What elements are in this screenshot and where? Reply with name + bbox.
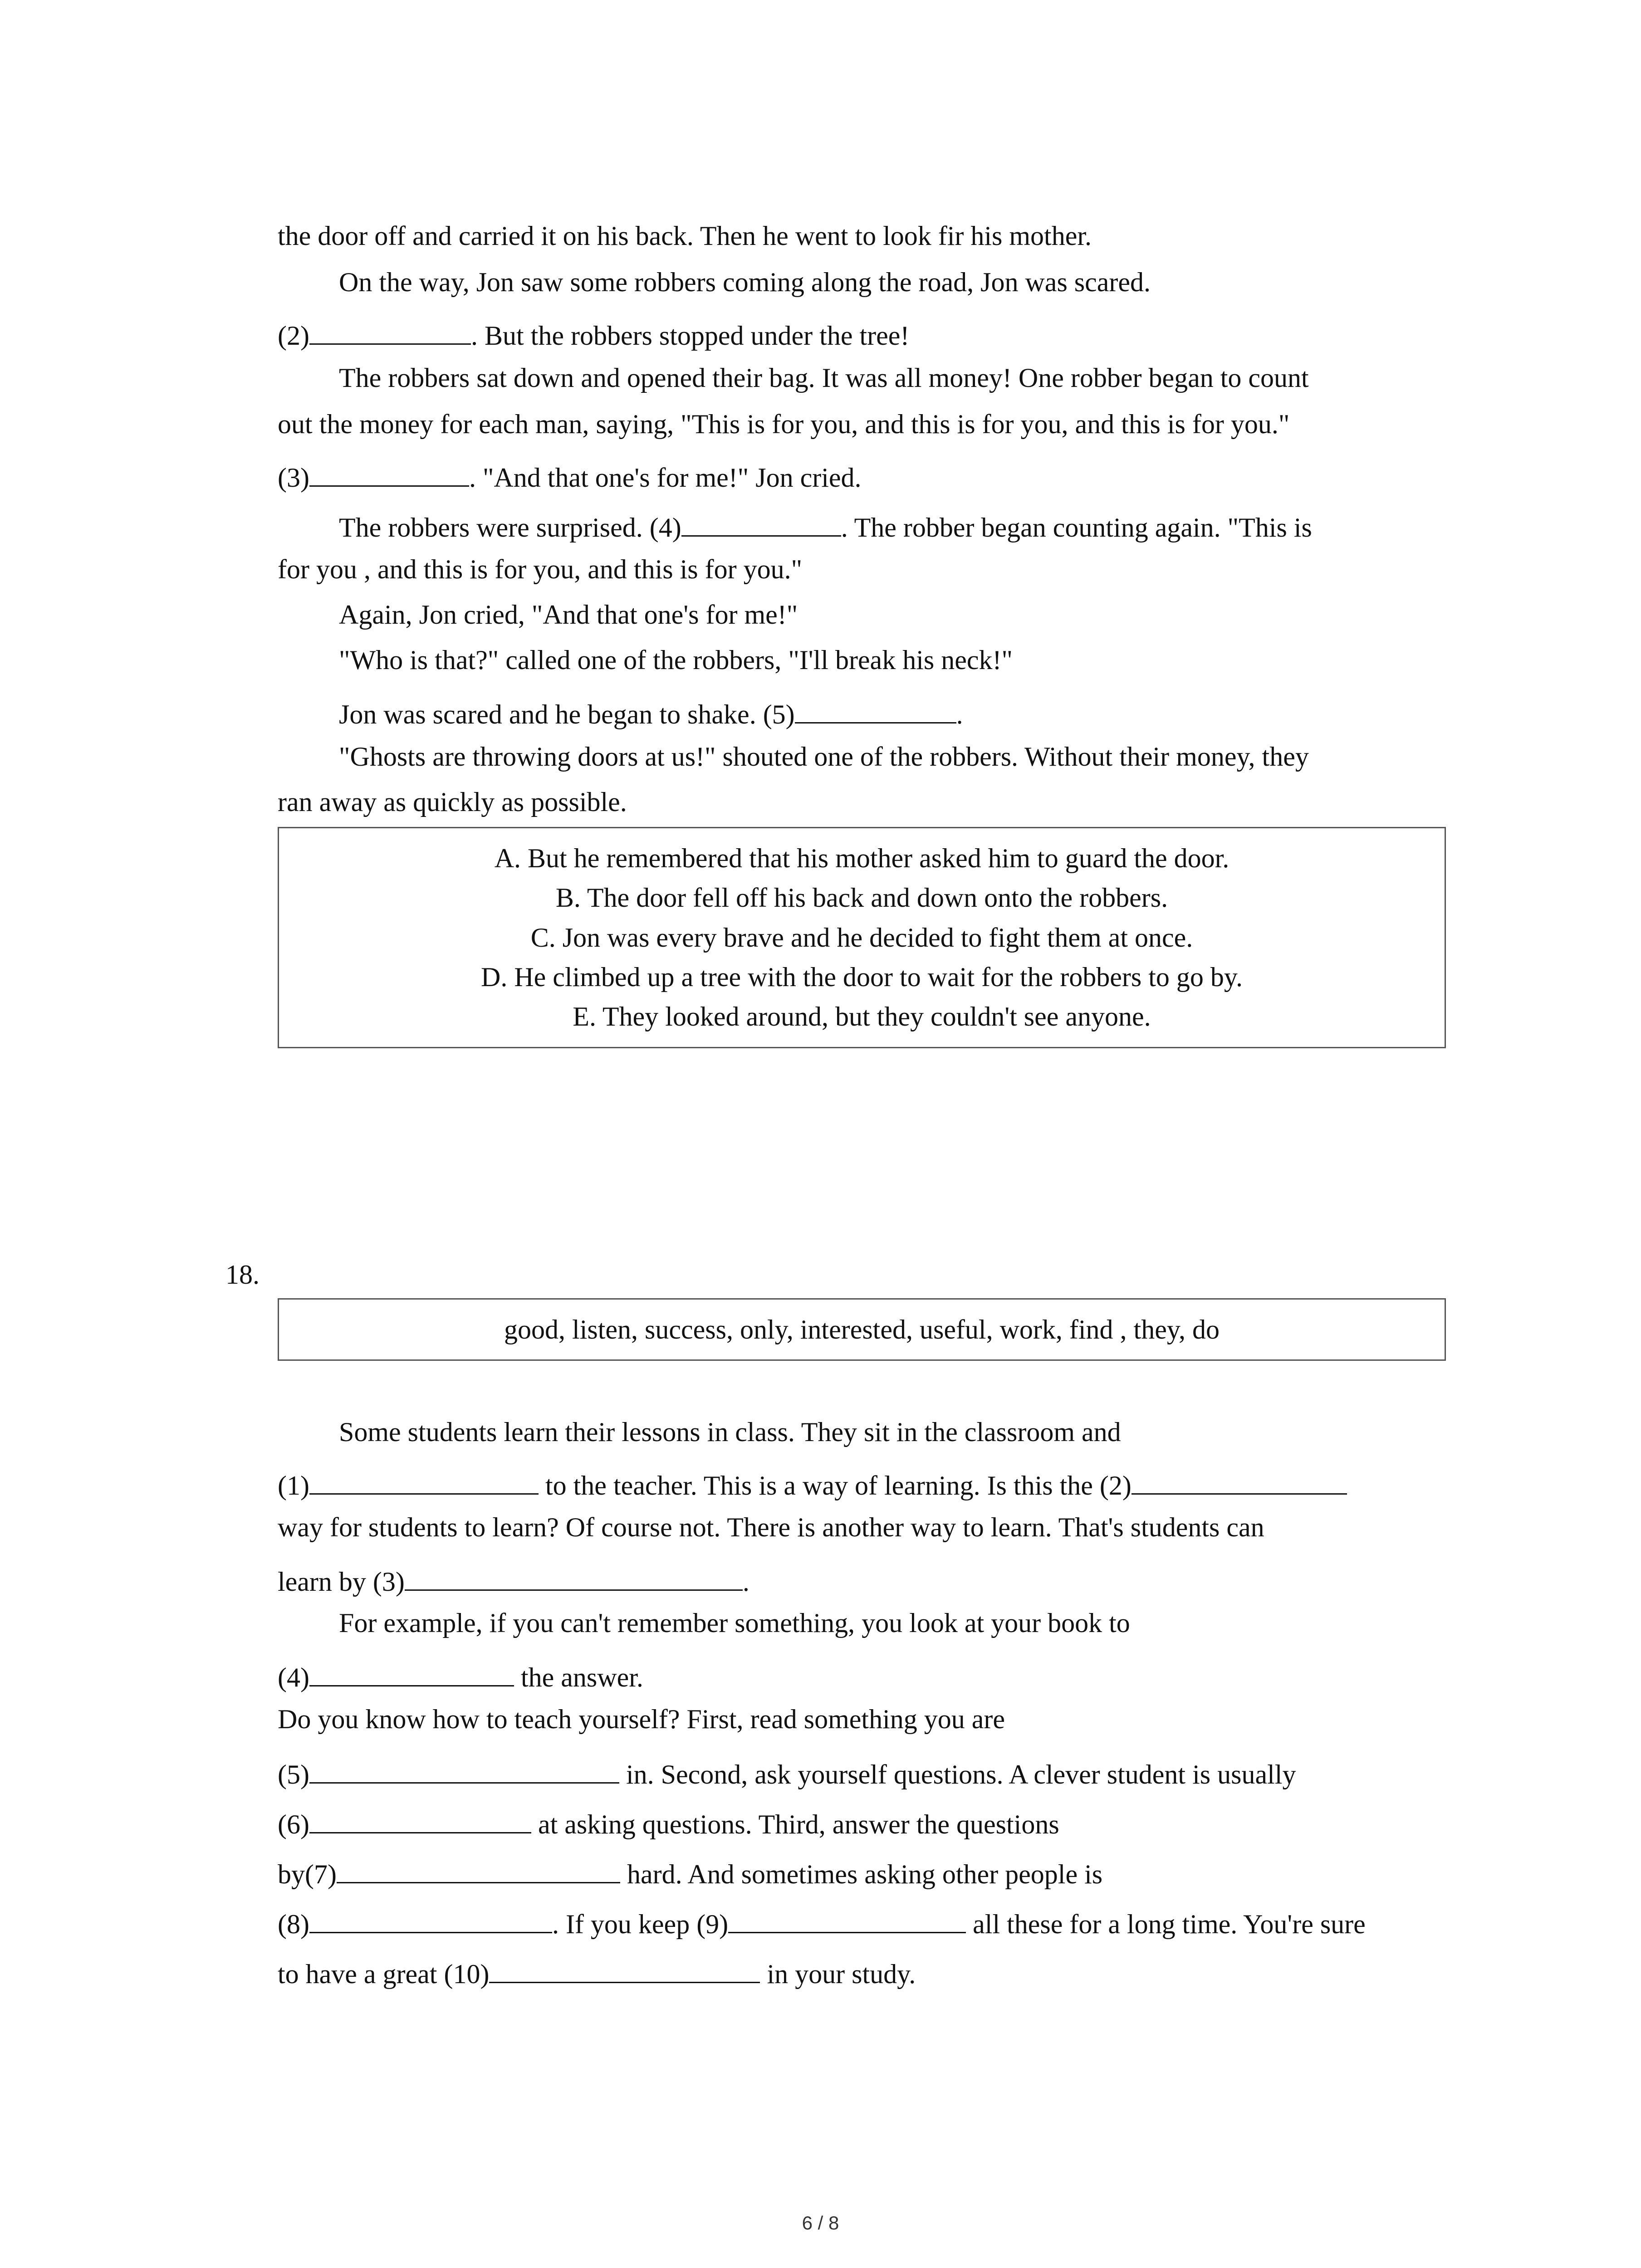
q18-line-10: by(7) hard. And sometimes asking other people is — [278, 1856, 1102, 1888]
passage-line-8: for you , and this is for you, and this is for you." — [278, 554, 803, 584]
option-d: D. He climbed up a tree with the door to wait for the robbers to go by. — [480, 962, 1243, 992]
answer-blank-q18-1[interactable] — [309, 1467, 539, 1495]
answer-blank-q18-7[interactable] — [337, 1856, 620, 1883]
answer-blank-q18-4[interactable] — [309, 1659, 514, 1686]
passage-line-10: "Who is that?" called one of the robbers, "I'll break his neck!" — [339, 645, 1013, 675]
q18-line-1: Some students learn their lessons in class. They sit in the classroom and — [339, 1417, 1121, 1447]
q18-line-12: to have a great (10) in your study. — [278, 1956, 916, 1988]
q18-line-5: For example, if you can't remember something, you look at your book to — [339, 1608, 1130, 1638]
passage-line-3: (2) . But the robbers stopped under the tree! — [278, 318, 909, 349]
passage-line-1: the door off and carried it on his back. Then he went to look fir his mother. — [278, 221, 1092, 251]
passage-line-11: Jon was scared and he began to shake. (5) . — [339, 696, 963, 728]
q18-line-11: (8) . If you keep (9) all these for a long time. You're sure — [278, 1906, 1366, 1938]
question-number-18: 18. — [225, 1260, 260, 1290]
answer-blank-q18-10[interactable] — [489, 1956, 760, 1983]
answer-blank-q18-6[interactable] — [309, 1806, 531, 1833]
q18-line-7: Do you know how to teach yourself? First, read something you are — [278, 1704, 1005, 1734]
answer-blank-q18-2[interactable] — [1132, 1467, 1347, 1495]
passage-line-4: The robbers sat down and opened their bag. It was all money! One robber began to count — [339, 363, 1309, 393]
options-box — [278, 827, 1446, 1048]
option-c: C. Jon was every brave and he decided to fight them at once. — [530, 923, 1193, 953]
option-a: A. But he remembered that his mother asked him to guard the door. — [494, 843, 1230, 873]
answer-blank-q18-5[interactable] — [309, 1756, 619, 1784]
passage-line-9: Again, Jon cried, "And that one's for me!" — [339, 600, 798, 630]
word-bank: good, listen, success, only, interested, useful, work, find , they, do — [504, 1315, 1220, 1344]
passage-line-7: The robbers were surprised. (4) . The robber began counting again. "This is — [339, 509, 1312, 541]
answer-blank-4[interactable] — [681, 509, 841, 537]
passage-line-13: ran away as quickly as possible. — [278, 787, 627, 817]
q18-line-3: way for students to learn? Of course not. There is another way to learn. That's students can — [278, 1512, 1264, 1542]
answer-blank-q18-3[interactable] — [405, 1564, 743, 1591]
q18-line-6: (4) the answer. — [278, 1659, 643, 1691]
word-bank-box — [278, 1298, 1446, 1361]
answer-blank-q18-9[interactable] — [728, 1906, 966, 1933]
passage-line-12: "Ghosts are throwing doors at us!" shouted one of the robbers. Without their money, they — [339, 742, 1309, 772]
page-number: 6 / 8 — [802, 2212, 839, 2234]
answer-blank-3[interactable] — [309, 459, 469, 487]
q18-line-9: (6) at asking questions. Third, answer the questions — [278, 1806, 1059, 1838]
option-e: E. They looked around, but they couldn't see anyone. — [573, 1002, 1151, 1031]
option-b: B. The door fell off his back and down onto the robbers. — [555, 883, 1168, 913]
q18-line-2: (1) to the teacher. This is a way of learning. Is this the (2) — [278, 1467, 1347, 1499]
answer-blank-5[interactable] — [795, 696, 956, 723]
passage-line-2: On the way, Jon saw some robbers coming along the road, Jon was scared. — [339, 267, 1151, 297]
answer-blank-q18-8[interactable] — [309, 1906, 552, 1933]
q18-line-4: learn by (3) . — [278, 1564, 749, 1595]
passage-line-6: (3) . "And that one's for me!" Jon cried. — [278, 459, 862, 491]
q18-line-8: (5) in. Second, ask yourself questions. A clever student is usually — [278, 1756, 1296, 1788]
passage-line-5: out the money for each man, saying, "This is for you, and this is for you, and this is for you." — [278, 409, 1290, 439]
answer-blank-2[interactable] — [309, 318, 471, 345]
